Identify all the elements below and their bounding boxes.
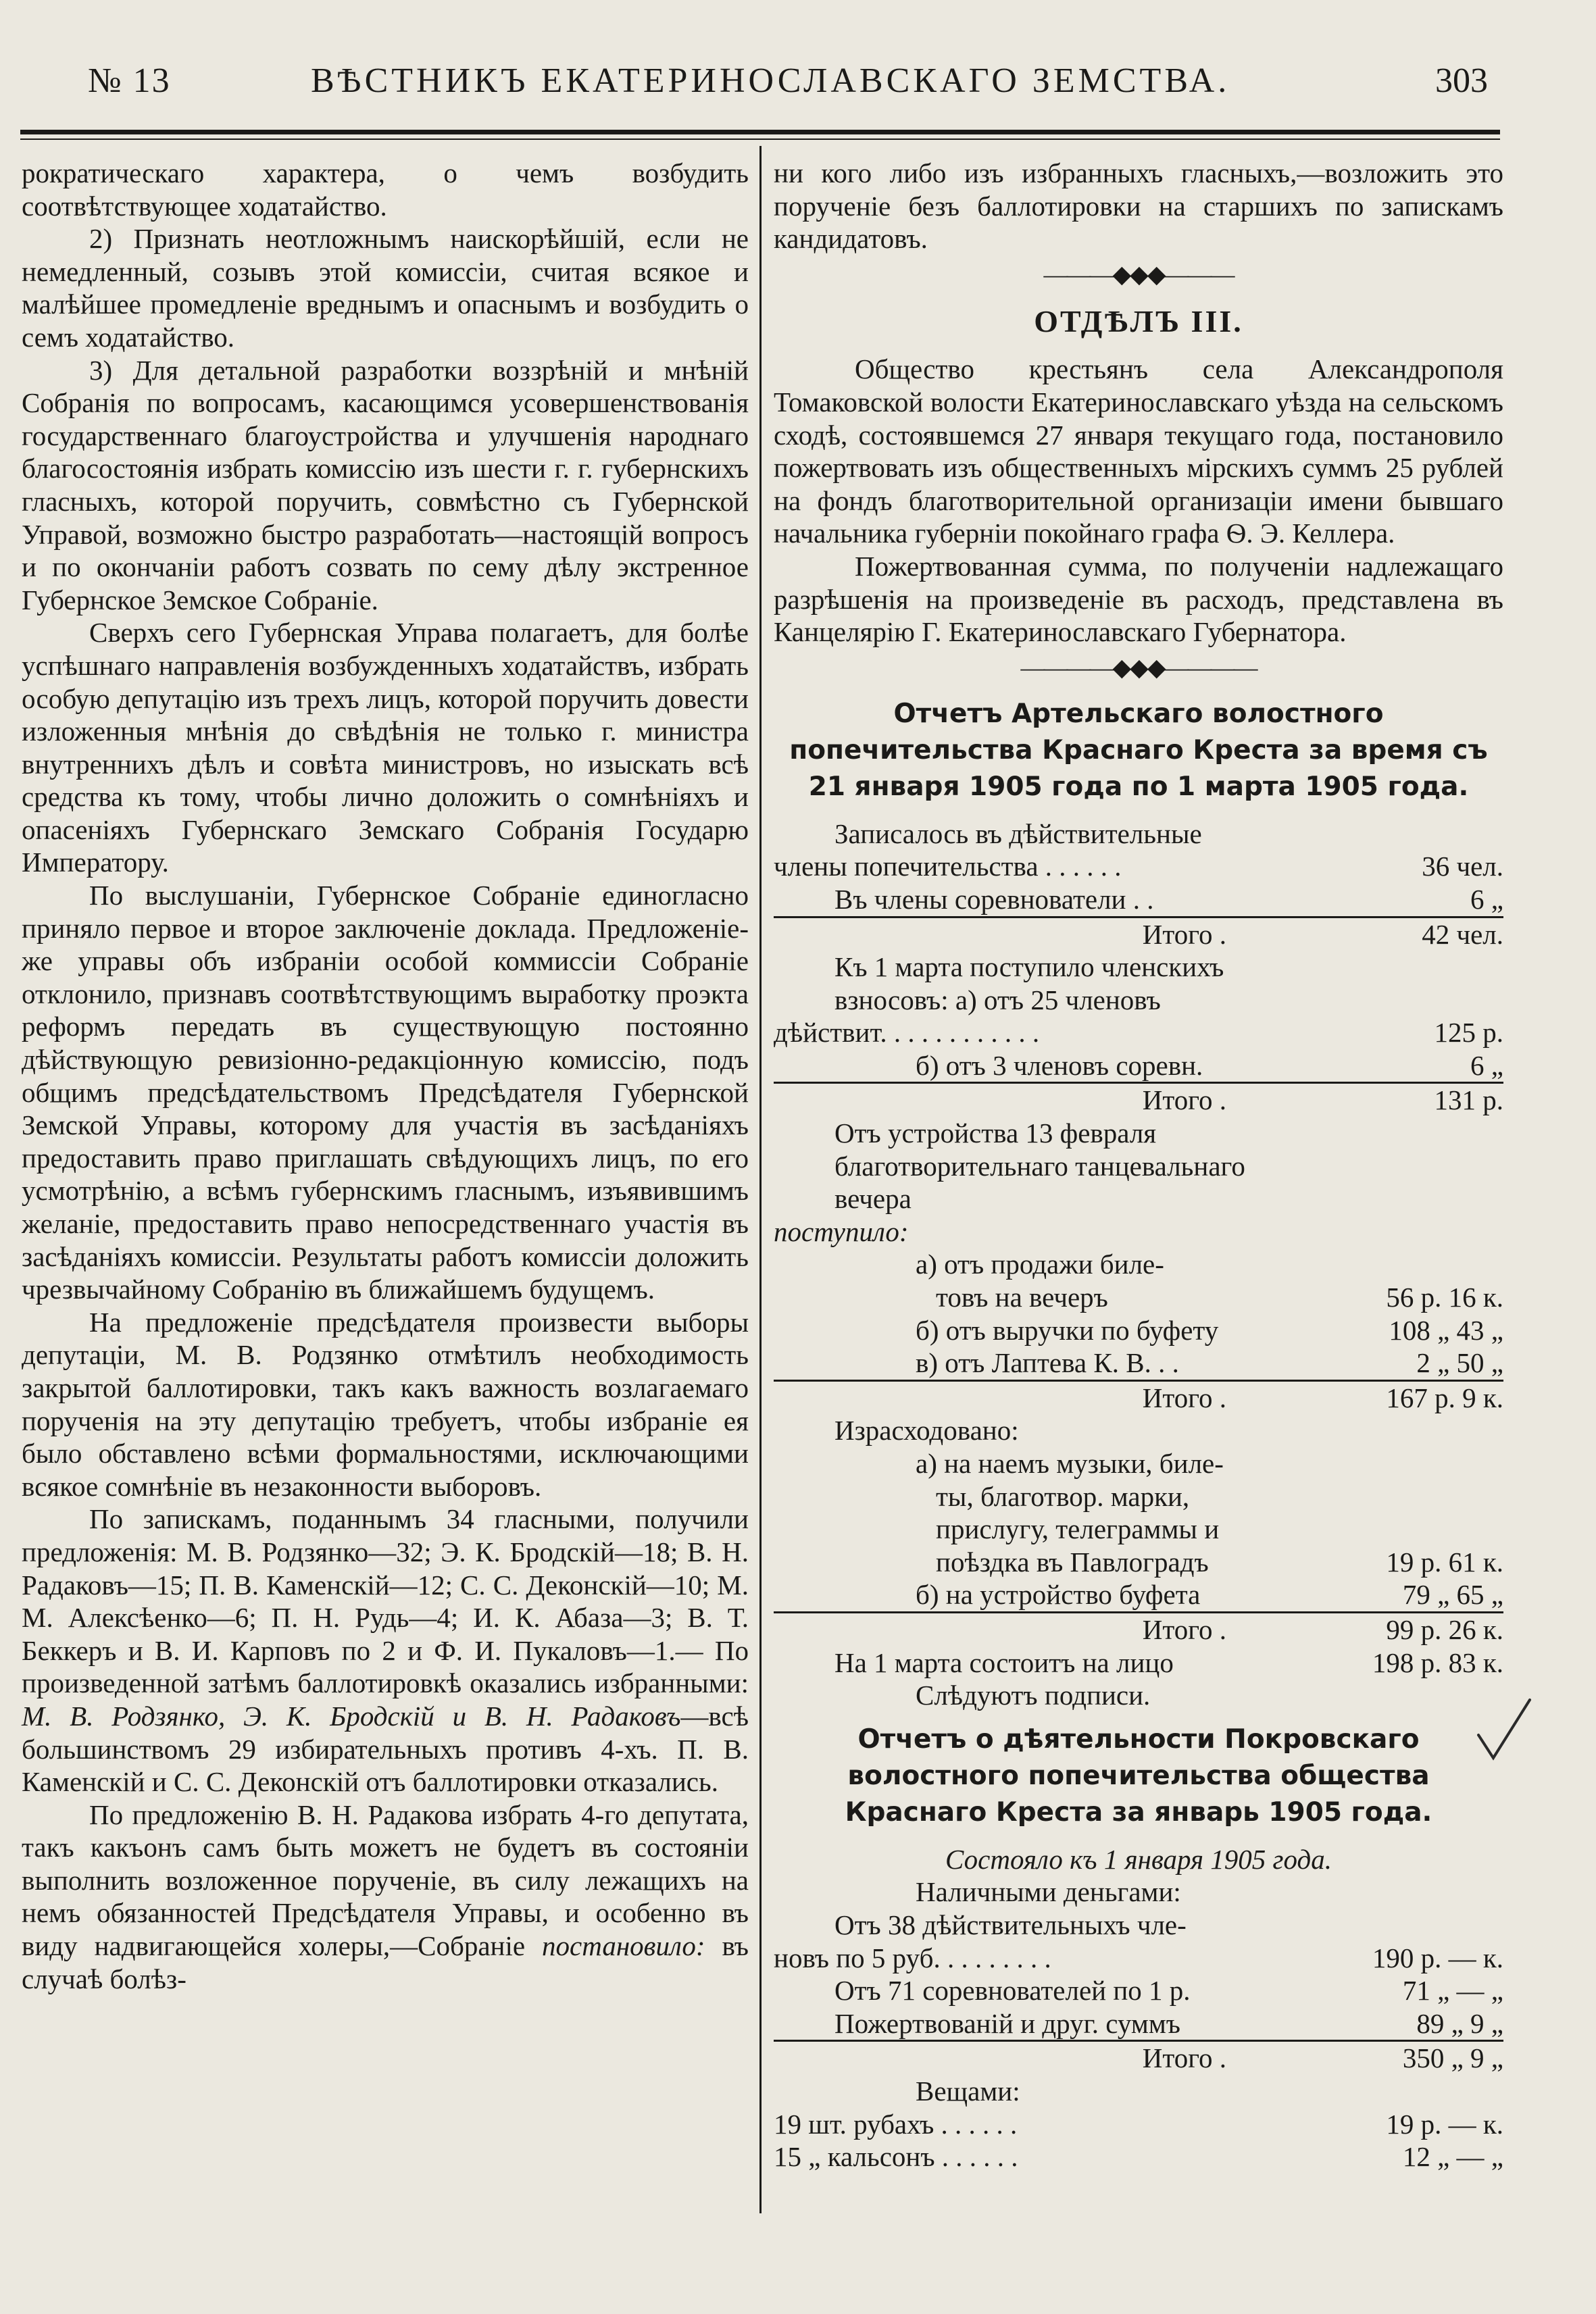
ledger-label: в) отъ Лаптева К. В. . . (916, 1347, 1179, 1379)
ledger-value: 71 „ — „ (1402, 1975, 1503, 2007)
header-rule-thin (20, 139, 1500, 140)
ledger-label: 19 шт. рубахъ . . . . . . (774, 2108, 1018, 2140)
ledger-value: 350 „ 9 „ (1402, 2042, 1503, 2074)
ledger-label: Къ 1 марта поступило членскихъ взносовъ: а) отъ 25 членовъ (834, 951, 1224, 1015)
ledger-label: Отъ устройства 13 февраля благотворительнаго танцевальнаго вечера (834, 1117, 1245, 1215)
ledger-value: 6 „ (1470, 1049, 1503, 1081)
ledger-label: Записалось въ дѣйствительные (834, 818, 1202, 849)
ledger-label: Отъ 38 дѣйствительныхъ чле- (834, 1909, 1187, 1940)
section-heading: ОТДѢЛЪ III. (1034, 303, 1243, 338)
ledger-label: прислугу, телеграммы и (936, 1513, 1220, 1545)
ledger-label: Наличными деньгами: (916, 1876, 1181, 1908)
ledger-value: 99 р. 26 к. (1386, 1613, 1503, 1645)
ledger-label: поступило: (774, 1215, 909, 1247)
report-title: Отчетъ Артельскаго волостного попечительства Краснаго Креста за время съ 21 января 1905 года по 1 марта 1905 года. (789, 698, 1488, 802)
elected-names: М. В. Родзянко, Э. К. Бродскій и В. Н. Радаковъ (22, 1700, 681, 1732)
ledger-label: а) на наемъ музыки, биле- (916, 1448, 1224, 1479)
ledger-row (774, 1513, 1503, 1546)
ledger-label: Пожертвованій и друг. суммъ (834, 2007, 1180, 2039)
ledger-row (774, 2075, 1503, 2108)
proposal-end: въ случаѣ болѣз- (22, 1930, 749, 1994)
report-subtitle: Состояло къ 1 января 1905 года. (945, 1843, 1332, 1875)
ledger-label: б) на устройство буфета (916, 1579, 1201, 1611)
ledger-row (774, 1248, 1503, 1281)
pencil-checkmark (1473, 1696, 1534, 1763)
ledger-value: 42 чел. (1422, 918, 1503, 950)
ledger-value: 12 „ — „ (1402, 2141, 1503, 2173)
ledger-row (774, 1942, 1503, 1975)
ledger-row (774, 1578, 1503, 1613)
ledger-row (774, 850, 1503, 883)
ledger-value: 6 „ (1470, 883, 1503, 915)
proposal-text: По предложенію В. Н. Радакова избрать 4-го депутата, такъ какъонъ самъ быть можетъ не будетъ въ состояніи выполнить возложенное порученіе, въ силу лежащихъ на немъ обязанностей Предсѣдателя Управы, и особенно въ виду надвигающейся холеры,—Собраніе (22, 1799, 749, 1962)
issue-number: № 13 (88, 61, 171, 100)
ledger-label: б) отъ выручки по буфету (916, 1314, 1219, 1346)
resolved-word: постановило: (542, 1930, 705, 1962)
ledger-row (774, 1646, 1503, 1680)
ledger-row (774, 1117, 1503, 1215)
paragraph: ни кого либо изъ избранныхъ гласныхъ,—возложить это порученіе безъ баллотировки на старшихъ по запискамъ кандидатовъ. (774, 157, 1503, 255)
ledger-total (774, 1613, 1503, 1646)
report-ledger-artelskoe (774, 818, 1503, 1712)
ledger-value: 36 чел. (1422, 851, 1503, 882)
ledger-value: 89 „ 9 „ (1416, 2007, 1503, 2039)
ledger-row (774, 1215, 1503, 1249)
ledger-row (774, 2140, 1503, 2173)
paragraph: 2) Признать неотложнымъ наискорѣйшій, если не немедленный, созывъ этой комиссіи, считая всякое и малѣйшее промедленіе вреднымъ и опаснымъ и возбудить о семъ ходатайство. (22, 223, 749, 353)
vote-text-end: —всѣ большинствомъ 29 избирательныхъ противъ 4-хъ. П. В. Каменскій и С. С. Деконскій отъ баллотировки отказались. (22, 1700, 749, 1798)
ledger-row (774, 1974, 1503, 2007)
ledger-row (774, 883, 1503, 918)
ledger-label: Вещами: (916, 2075, 1020, 2107)
paragraph: Сверхъ сего Губернская Управа полагаетъ, для болѣе успѣшнаго направленія возбужденныхъ ходатайствъ, избрать особую депутацію изъ трехъ лицъ, которой поручить довести изложенныя мнѣнія до свѣдѣнія не только г. министра внутреннихъ дѣлъ и совѣта министровъ, но изыскать всѣ средства къ тому, чтобы лично доложить о сомнѣніяхъ и опасеніяхъ Губернскаго Земскаго Собранія Государю Императору. (22, 617, 749, 878)
ledger-value: 198 р. 83 к. (1372, 1646, 1503, 1678)
ledger-row (774, 1016, 1503, 1049)
ledger-label: ты, благотвор. марки, (936, 1480, 1190, 1512)
ledger-label: На 1 марта состоитъ на лицо (834, 1646, 1174, 1678)
paragraph: рократическаго характера, о чемъ возбудить соотвѣтствующее ходатайство. (22, 157, 749, 222)
ledger-total (774, 918, 1503, 951)
paragraph: Общество крестьянъ села Александрополя Томаковской волости Екатеринославскаго уѣзда на сельскомъ сходѣ, состоявшемся 27 января текущаго года, постановило пожертвовать изъ общественныхъ мірскихъ суммъ 25 рублей на фондъ благотворительной организаціи имени бывшаго начальника губерніи покойнаго графа Ѳ. Э. Келлера. (774, 353, 1503, 549)
ledger-label: Итого . (1142, 1382, 1226, 1413)
ledger-row (774, 1414, 1503, 1447)
page-number: 303 (1435, 61, 1488, 100)
ledger-row (774, 951, 1503, 1016)
journal-title: ВѢСТНИКЪ ЕКАТЕРИНОСЛАВСКАГО ЗЕМСТВА. (311, 61, 1230, 100)
ornament-divider: ———◆◆◆——— (1043, 260, 1234, 288)
ledger-label: Израсходовано: (834, 1415, 1019, 1447)
ledger-value: 190 р. — к. (1372, 1942, 1503, 1973)
ledger-row (774, 1281, 1503, 1314)
ledger-row (774, 1447, 1503, 1480)
ledger-value: 79 „ 65 „ (1402, 1579, 1503, 1611)
right-column (774, 157, 1503, 2173)
ledger-label: Итого . (1142, 2042, 1226, 2074)
ledger-value: 108 „ 43 „ (1389, 1314, 1503, 1346)
header-rule-thick (20, 130, 1500, 134)
ledger-label: а) отъ продажи биле- (916, 1249, 1164, 1280)
paragraph: На предложеніе предсѣдателя произвести выборы депутаціи, М. В. Родзянко отмѣтилъ необходимость закрытой баллотировки, такъ какъ важность возлагаемаго порученія на эту депутацію требуетъ, чтобы избраніе ея было обставлено всѣми формальностями, исключающими всякое сомнѣніе въ незаконности выборовъ. (22, 1306, 749, 1502)
paragraph (22, 1503, 749, 1798)
ledger-label: Въ члены соревнователи . . (834, 883, 1154, 915)
ledger-value: 56 р. 16 к. (1386, 1282, 1503, 1313)
ledger-row (774, 2108, 1503, 2141)
ledger-label: дѣйствит. . . . . . . . . . . . (774, 1017, 1040, 1049)
report-title: Отчетъ о дѣятельности Покровскаго волостного попечительства общества Краснаго Креста за январь 1905 года. (845, 1724, 1432, 1828)
ledger-value: 131 р. (1434, 1084, 1503, 1116)
vote-text: По запискамъ, поданнымъ 34 гласными, получили предложенія: М. В. Родзянко—32; Э. К. Бродскій—18; В. Н. Радаковъ—15; П. В. Каменскій—12; С. С. Деконскій—10; М. М. Алексѣенко—6; П. Н. Рудь—4; И. К. Абаза—3; В. Т. Беккеръ и В. И. Карповъ по 2 и Ф. И. Пукаловъ—1.— По произведенной затѣмъ баллотировкѣ оказались избранными: (22, 1503, 749, 1699)
ornament-divider: ————◆◆◆———— (1020, 653, 1257, 681)
ledger-label: новъ по 5 руб. . . . . . . . . (774, 1942, 1051, 1973)
ledger-row (774, 2007, 1503, 2042)
left-column (22, 157, 749, 1995)
ledger-label: б) отъ 3 членовъ соревн. (916, 1049, 1203, 1081)
ledger-total (774, 2042, 1503, 2075)
ledger-label: Отъ 71 соревнователей по 1 р. (834, 1975, 1191, 2007)
column-divider (759, 146, 762, 2213)
paragraph (22, 1799, 749, 1996)
report-ledger-pokrovskoe (774, 1876, 1503, 2173)
ledger-row (774, 1679, 1503, 1712)
paragraph: Пожертвованная сумма, по полученіи надлежащаго разрѣшенія на произведеніе въ расходъ, представлена въ Канцелярію Г. Екатеринославскаго Губернатора. (774, 550, 1503, 648)
ledger-row (774, 1909, 1503, 1942)
ledger-value: 125 р. (1434, 1017, 1503, 1049)
ledger-row (774, 1049, 1503, 1084)
ledger-label: Итого . (1142, 1613, 1226, 1645)
ledger-row (774, 818, 1503, 851)
ledger-total (774, 1382, 1503, 1415)
ledger-row (774, 1480, 1503, 1513)
paragraph: По выслушаніи, Губернское Собраніе единогласно приняло первое и второе заключеніе доклада. Предложеніе-же управы объ избраніи особой коммиссіи Собраніе отклонило, признавъ соотвѣтствующимъ выработку проэкта реформъ передать въ существующую постоянно дѣйствующую ревизіонно-редакціонную комиссію, подъ общимъ предсѣдательствомъ Предсѣдателя Губернской Земской Управы, которому для участія въ засѣданіяхъ предоставить право приглашать свѣдующихъ лицъ, по его усмотрѣнію, а всѣмъ губернскимъ гласнымъ, изъявившимъ желаніе, предоставить право непосредственнаго участія въ засѣданіяхъ комиссіи. Результаты работъ комиссіи доложить чрезвычайному Собранію въ ближайшемъ будущемъ. (22, 880, 749, 1305)
ledger-value: 167 р. 9 к. (1386, 1382, 1503, 1413)
ledger-label: Слѣдуютъ подписи. (916, 1680, 1151, 1711)
ledger-label: 15 „ кальсонъ . . . . . . (774, 2141, 1018, 2173)
ledger-label: члены попечительства . . . . . . (774, 851, 1122, 882)
ledger-label: товъ на вечеръ (936, 1282, 1108, 1313)
ledger-row (774, 1546, 1503, 1579)
ledger-value: 19 р. 61 к. (1386, 1546, 1503, 1578)
ledger-row (774, 1876, 1503, 1909)
ledger-label: Итого . (1142, 1084, 1226, 1116)
page-header (88, 54, 1501, 115)
ledger-value: 19 р. — к. (1386, 2108, 1503, 2140)
ledger-label: поѣздка въ Павлоградъ (936, 1546, 1209, 1578)
ledger-row (774, 1347, 1503, 1382)
ledger-label: Итого . (1142, 918, 1226, 950)
ledger-row (774, 1314, 1503, 1347)
paragraph: 3) Для детальной разработки воззрѣній и мнѣній Собранія по вопросамъ, касающимся усовершенствованія государственнаго благоустройства и улучшенія народнаго благосостоянія избрать комиссію изъ шести г. г. губернскихъ гласныхъ, которой поручить, совмѣстно съ Губернской Управой, возможно быстро разработать—настоящій вопросъ и по окончаніи работъ созвать по сему дѣлу экстренное Губернское Земское Собраніе. (22, 354, 749, 615)
ledger-total (774, 1084, 1503, 1117)
ledger-value: 2 „ 50 „ (1416, 1347, 1503, 1379)
